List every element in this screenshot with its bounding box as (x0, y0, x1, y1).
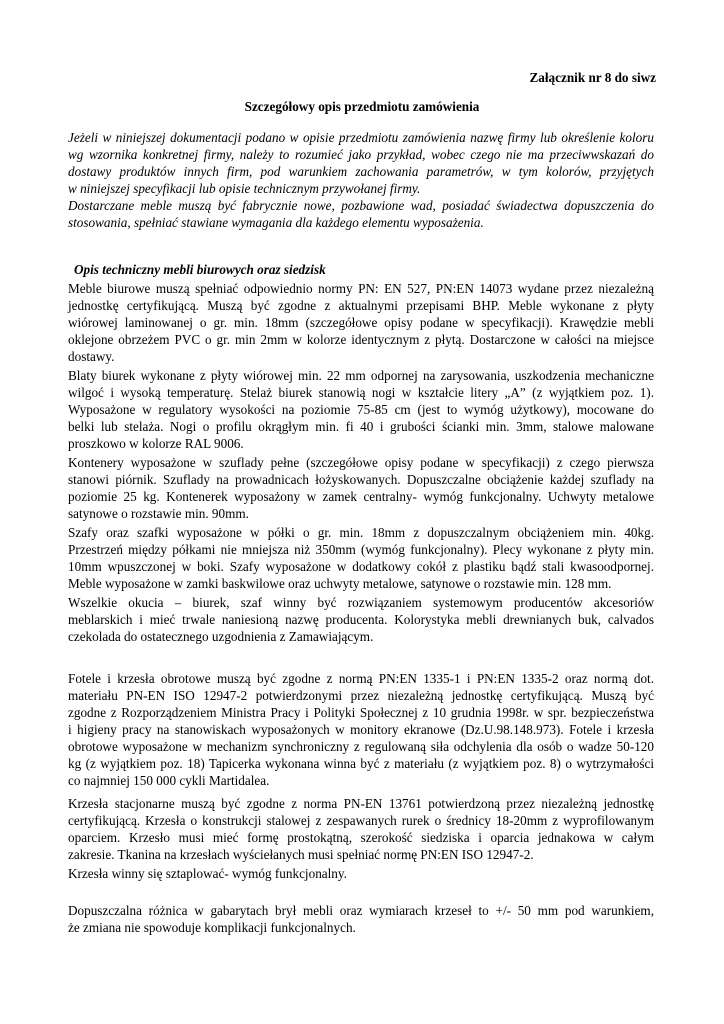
paragraph-line: belki lub stelaża. Nogi o profilu okrągłym min. fi 40 i grubości ścianki min. 3mm, stalowe malowane (68, 419, 654, 434)
intro-line: dostawy produktów innych firm, pod warunkiem zachowania parametrów, w tym kolorów, przyjętych (68, 164, 654, 179)
paragraph-line: dostawy. (68, 349, 115, 364)
annex-label: Załącznik nr 8 do siwz (529, 70, 656, 85)
paragraph-line: kg (z wyjątkiem poz. 18) Tapicerka wykonana winna być z materiału (z wyjątkiem poz. 8) o wytrzymałości (68, 756, 654, 771)
paragraph-line: oparciem. Krzesło musi mieć formę prostokątną, szerokość siedziska i oparcia jednakowa w całym (68, 830, 654, 845)
paragraph-line: co najmniej 150 000 cykli Martidalea. (68, 773, 270, 788)
intro-line: wg wzornika konkretnej firmy, należy to rozumieć jako przykład, wobec czego nie ma przeciwwskazań do (68, 147, 654, 162)
paragraph-line: i higieny pracy na stanowiskach wyposażonych w monitory ekranowe (Dz.U.98.148.973). Fotele i krzesła (68, 722, 654, 737)
paragraph-line: Przestrzeń między półkami nie mniejsza niż 350mm (wymóg funkcjonalny). Plecy wykonane z płyty min. (68, 542, 654, 557)
paragraph-line: poziomie 25 kg. Kontenerek wyposażony w zamek centralny- wymóg funkcjonalny. Uchwyty metalowe (68, 489, 654, 504)
paragraph-line: Wyposażone w regulatory wysokości na poziomie 75-85 cm (jest to wymóg użytkowy), mocowane do (68, 402, 654, 417)
paragraph-line: meblarskich i mieć trwale naniesioną nazwę producenta. Kolorystyka mebli drewnianych buk, calvados (68, 612, 654, 627)
paragraph-line: Kontenery wyposażone w szuflady pełne (szczegółowe opisy podane w specyfikacji) z czego pierwsza (68, 455, 654, 470)
paragraph-line: Fotele i krzesła obrotowe muszą być zgodne z normą PN:EN 1335-1 i PN:EN 1335-2 oraz normą dot. (68, 671, 654, 686)
paragraph-line: że zmiana nie spowoduje komplikacji funkcjonalnych. (68, 920, 356, 935)
intro-line: w niniejszej specyfikacji lub opisie technicznym przywołanej firmy. (68, 181, 421, 196)
paragraph-line: stanowi piórnik. Szuflady na prowadnicach łożyskowanych. Dopuszczalne obciążenie każdej szuflady na (68, 472, 654, 487)
paragraph-line: obrotowe wyposażone w mechanizm synchroniczny z regulowaną siła odchylenia dla osób o wadze 50-120 (68, 739, 654, 754)
paragraph-line: Krzesła stacjonarne muszą być zgodne z norma PN-EN 13761 potwierdzoną przez niezależną jednostkę (68, 796, 654, 811)
paragraph-line: wiórowej laminowanej o gr. min. 18mm (szczegółowe opisy podane w specyfikacji). Krawędzie mebli (68, 315, 654, 330)
paragraph-line: zgodne z Rozporządzeniem Ministra Pracy i Polityki Społecznej z 10 grudnia 1998r. w spr. bezpieczeństwa (68, 705, 654, 720)
paragraph-line: Szafy oraz szafki wyposażone w półki o gr. min. 18mm z dopuszczalnym obciążeniem min. 40kg. (68, 525, 654, 540)
paragraph-line: jednostkę certyfikującą. Muszą być zgodne z aktualnymi przepisami BHP. Meble wykonane z płyty (68, 298, 654, 313)
paragraph-line: materiału PN-EN ISO 12947-2 potwierdzonymi przez niezależną jednostkę certyfikującą. Muszą być (68, 688, 654, 703)
paragraph-line: certyfikującą. Krzesła o konstrukcji stalowej z zespawanych rurek o średnicy 18-20mm z wyprofilowanym (68, 813, 654, 828)
paragraph-line: Meble wyposażone w zamki baskwilowe oraz uchwyty metalowe, satynowe o rozstawie min. 128 mm. (68, 576, 612, 591)
intro-line: stosowania, spełniać stawiane wymagania dla każdego elementu wyposażenia. (68, 215, 484, 230)
paragraph-line: 10mm wpuszczonej w boki. Szafy wyposażone w dodatkowy cokół z plastiku bądź stali kwasoodpornej. (68, 559, 654, 574)
intro-line: Dostarczane meble muszą być fabrycznie nowe, pozbawione wad, posiadać świadectwa dopuszczenia do (68, 198, 654, 213)
paragraph-line: proszkowo w kolorze RAL 9006. (68, 436, 244, 451)
document-title: Szczegółowy opis przedmiotu zamówienia (244, 99, 480, 114)
paragraph-line: wilgoć i wysoką temperaturę. Stelaż biurek stanowią nogi w kształcie litery „A” (z wyjątkiem poz. 1). (68, 385, 654, 400)
paragraph-line: Meble biurowe muszą spełniać odpowiednio normy PN: EN 527, PN:EN 14073 wydane przez niezależną (68, 281, 654, 296)
paragraph-line: czekolada do ostatecznego uzgodnienia z Zamawiającym. (68, 629, 374, 644)
paragraph-line: Blaty biurek wykonane z płyty wiórowej min. 22 mm odpornej na zarysowania, uszkodzenia mechaniczne (68, 368, 654, 383)
paragraph-line: Wszelkie okucia – biurek, szaf winny być rozwiązaniem systemowym producentów akcesoriów (68, 595, 654, 610)
paragraph-line: Dopuszczalna różnica w gabarytach brył mebli oraz wymiarach krzeseł to +/- 50 mm pod warunkiem, (68, 903, 654, 918)
section-heading: Opis techniczny mebli biurowych oraz siedzisk (74, 262, 326, 277)
paragraph-line: zakresie. Tkanina na krzesłach wyściełanych musi spełniać normę PN:EN ISO 12947-2. (68, 847, 534, 862)
paragraph-line: oklejone obrzeżem PVC o gr. min 2mm w kolorze identycznym z płytą. Dostarczone w całości na miejsce (68, 332, 654, 347)
paragraph-line: Krzesła winny się sztaplować- wymóg funkcjonalny. (68, 866, 347, 881)
paragraph-line: satynowe o rozstawie min. 90mm. (68, 506, 249, 521)
intro-line: Jeżeli w niniejszej dokumentacji podano w opisie przedmiotu zamówienia nazwę firmy lub określenie koloru (68, 130, 654, 145)
